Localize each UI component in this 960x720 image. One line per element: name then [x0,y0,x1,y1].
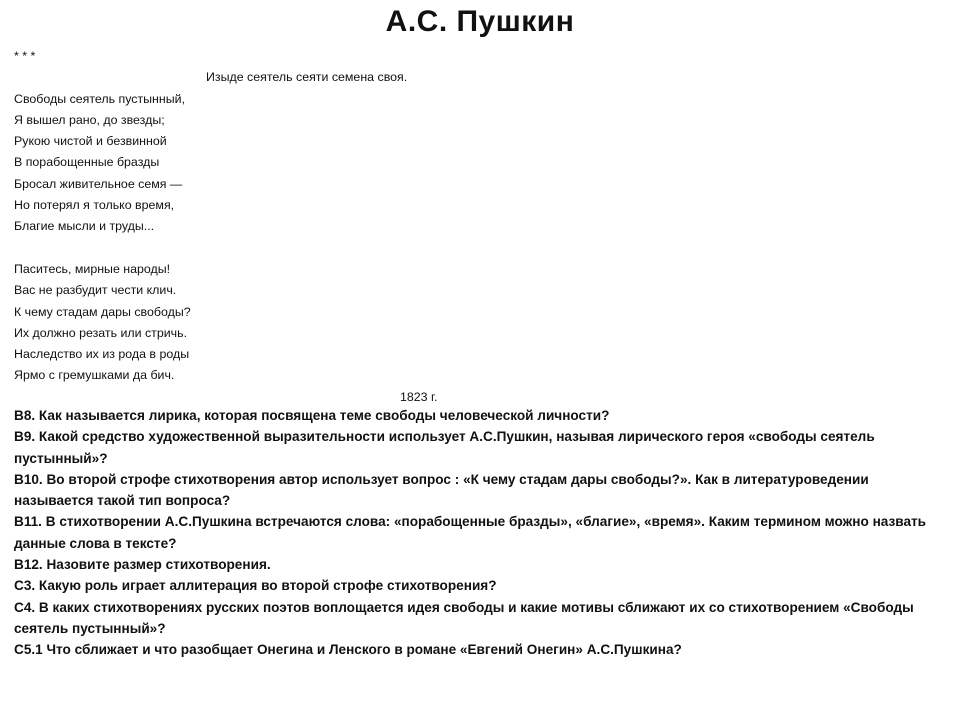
poem-stanza-1 [14,89,914,238]
poem [14,46,914,408]
poem-epigraph: Изыде сеятель сеяти семена своя. [206,70,408,85]
poem-stanza-2 [14,259,914,387]
question-b8: В8. Как называется лирика, которая посвящена теме свободы человеческой личности? [14,408,610,423]
poem-line: Но потерял я только время, [14,198,175,213]
poem-line: К чему стадам дары свободы? [14,304,191,319]
poem-line: Паситесь, мирные народы! [14,261,171,276]
poem-line: Их должно резать или стричь. [14,325,188,340]
question-c5-1: С5.1 Что сближает и что разобщает Онегина и Ленского в романе «Евгений Онегин» А.С.Пушкина? [14,642,682,658]
question-b10: В10. Во второй строфе стихотворения автор использует вопрос : «К чему стадам дары свободы?». Как в литературоведении называется такой тип вопроса? [14,471,869,509]
poem-line: Рукою чистой и безвинной [14,134,167,149]
poem-line: Бросал живительное семя — [14,176,183,191]
question-b9: В9. Какой средство художественной выразительности использует А.С.Пушкин, называя лирического героя «свободы сеятель пустынный»? [14,429,875,466]
questions-list [14,405,939,661]
poem-line: Ярмо с гремушками да бич. [14,368,175,383]
poem-line: Я вышел рано, до звезды; [14,112,165,127]
question-c4: С4. В каких стихотворениях русских поэтов воплощается идея свободы и какие мотивы сближают их со стихотворением «Свободы сеятель пустынный»? [14,599,914,636]
question-b11: В11. В стихотворении А.С.Пушкина встречаются слова: «порабощенные бразды», «благие», «время». Каким термином можно назвать данные слова в тексте? [14,514,927,551]
poem-line: Вас не разбудит чести клич. [14,283,177,298]
poem-date: 1823 г. [400,389,438,404]
poem-line: Благие мысли и труды... [14,219,155,234]
question-b12: В12. Назовите размер стихотворения. [14,557,271,573]
page-title: А.С. Пушкин [385,5,575,38]
poem-line: Наследство их из рода в роды [14,347,190,362]
stanza-gap [14,238,914,259]
poem-line: Свободы сеятель пустынный, [14,91,186,106]
question-c3: С3. Какую роль играет аллитерация во второй строфе стихотворения? [14,578,497,594]
poem-stars: * * * [14,49,36,63]
poem-line: В порабощенные бразды [14,155,160,170]
